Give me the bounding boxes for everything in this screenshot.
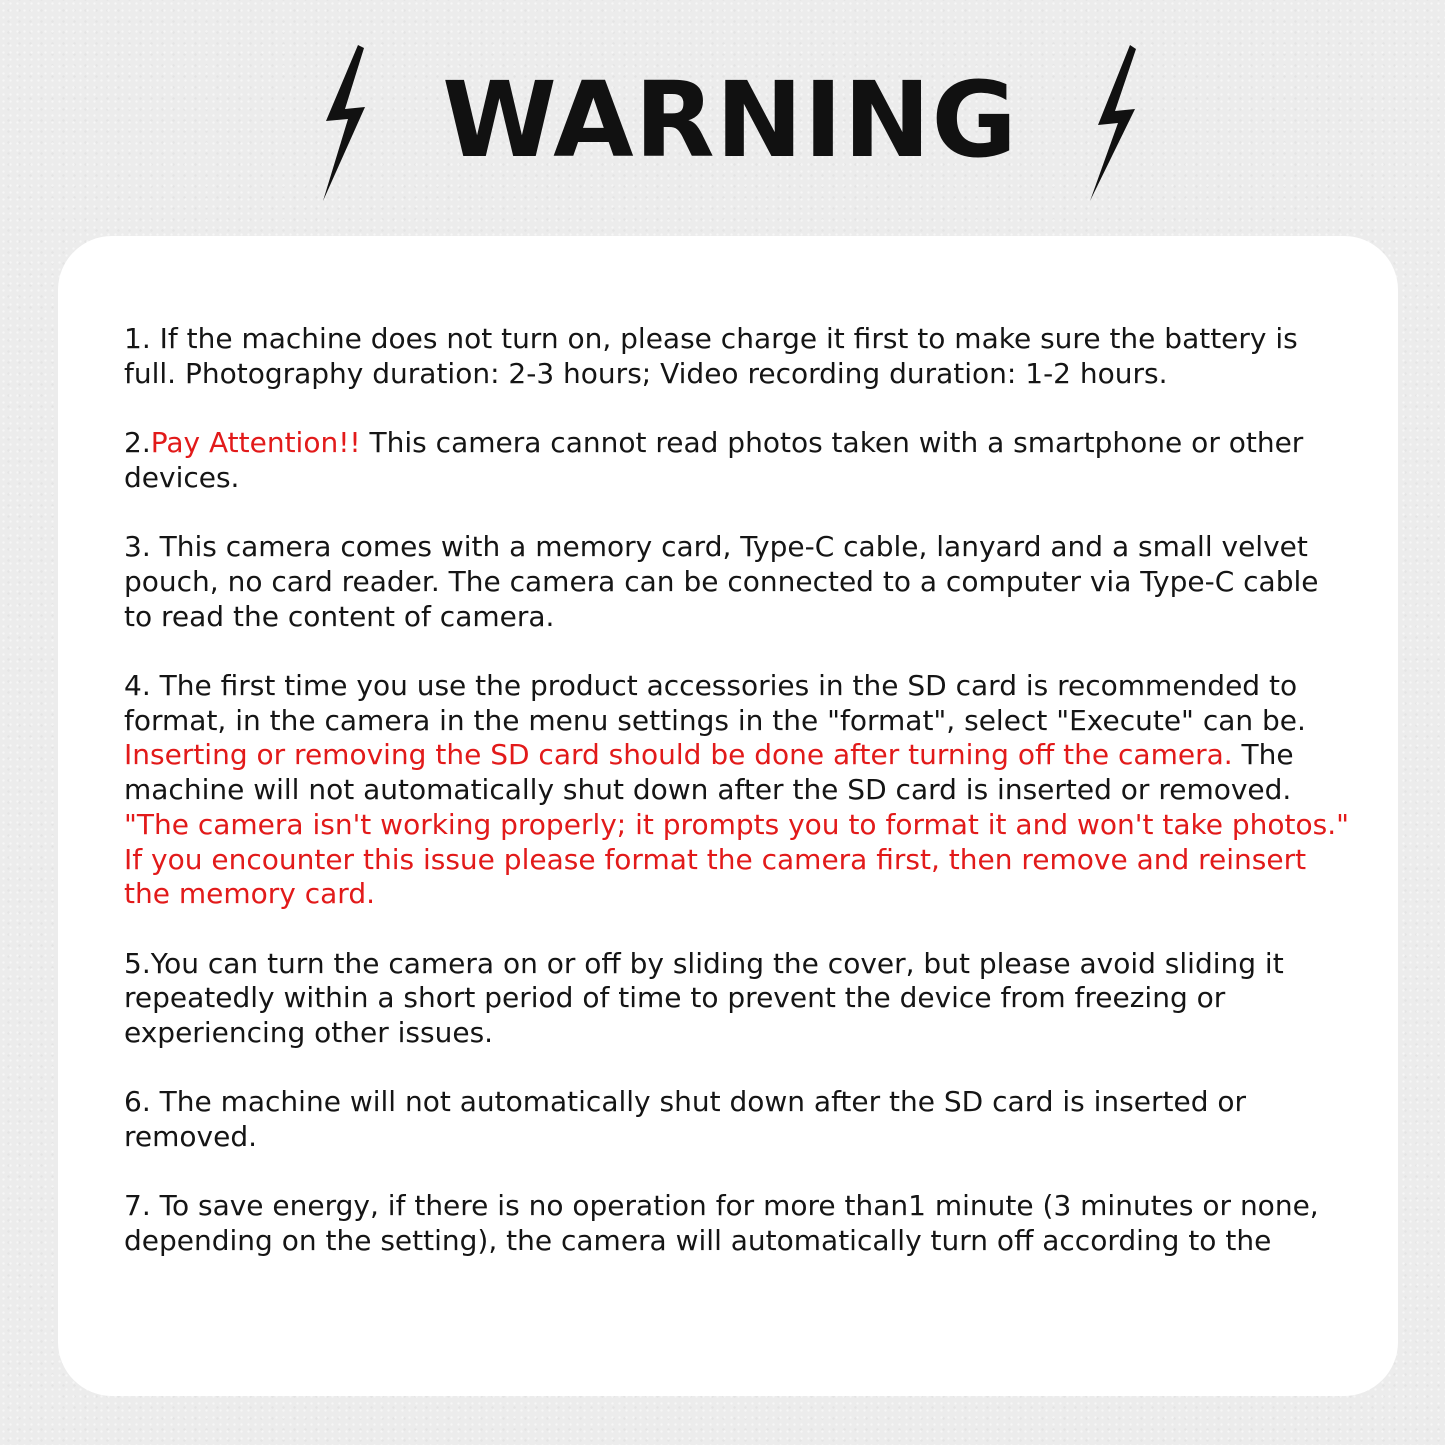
note-7-text: 7. To save energy, if there is no operation for more than1 minute (3 minutes or none, depending on the setting), the camera will automatically turn off according to the (124, 1189, 1319, 1258)
instructions-card (58, 236, 1398, 1396)
note-4-highlight-1: Inserting or removing the SD card should be done after turning off the camera. (124, 738, 1233, 772)
lightning-bolt-icon (1086, 45, 1140, 201)
note-5 (124, 947, 1354, 1051)
note-2-text: This camera cannot read photos taken with a smartphone or other devices. (124, 426, 1304, 494)
note-1 (124, 322, 1354, 391)
note-6 (124, 1085, 1354, 1154)
note-6-text: 6. The machine will not automatically shut down after the SD card is inserted or removed. (124, 1085, 1247, 1154)
note-3 (124, 530, 1354, 634)
note-4 (124, 669, 1354, 912)
warning-header (0, 40, 1445, 210)
note-7 (124, 1189, 1354, 1258)
note-2 (124, 426, 1354, 495)
note-1-text: 1. If the machine does not turn on, please charge it first to make sure the battery is full. Photography duration: 2-3 hours; Video recording duration: 1-2 hours. (124, 322, 1298, 390)
note-2-prefix: 2. (124, 426, 151, 460)
note-4-text-1: 4. The first time you use the product accessories in the SD card is recommended to format, in the camera in the menu settings in the "format", select "Execute" can be. (124, 668, 1306, 737)
instructions-list (124, 322, 1354, 1294)
note-2-highlight: Pay Attention!! (150, 426, 361, 460)
note-5-text: 5.You can turn the camera on or off by sliding the cover, but please avoid sliding it repeatedly within a short period of time to prevent the device from freezing or experiencing other issues. (124, 946, 1284, 1049)
page-title: WARNING (442, 59, 1018, 181)
note-3-text: 3. This camera comes with a memory card, Type-C cable, lanyard and a small velvet pouch, no card reader. The camera can be connected to a computer via Type-C cable to read the content of camera. (124, 530, 1319, 633)
note-4-text-2: The machine will not automatically shut down after the SD card is inserted or removed. (124, 738, 1294, 807)
lightning-bolt-icon (318, 45, 372, 201)
note-4-highlight-2: "The camera isn't working properly; it prompts you to format it and won't take photos." If you encounter this issue please format the camera first, then remove and reinsert the memory card. (124, 807, 1349, 911)
